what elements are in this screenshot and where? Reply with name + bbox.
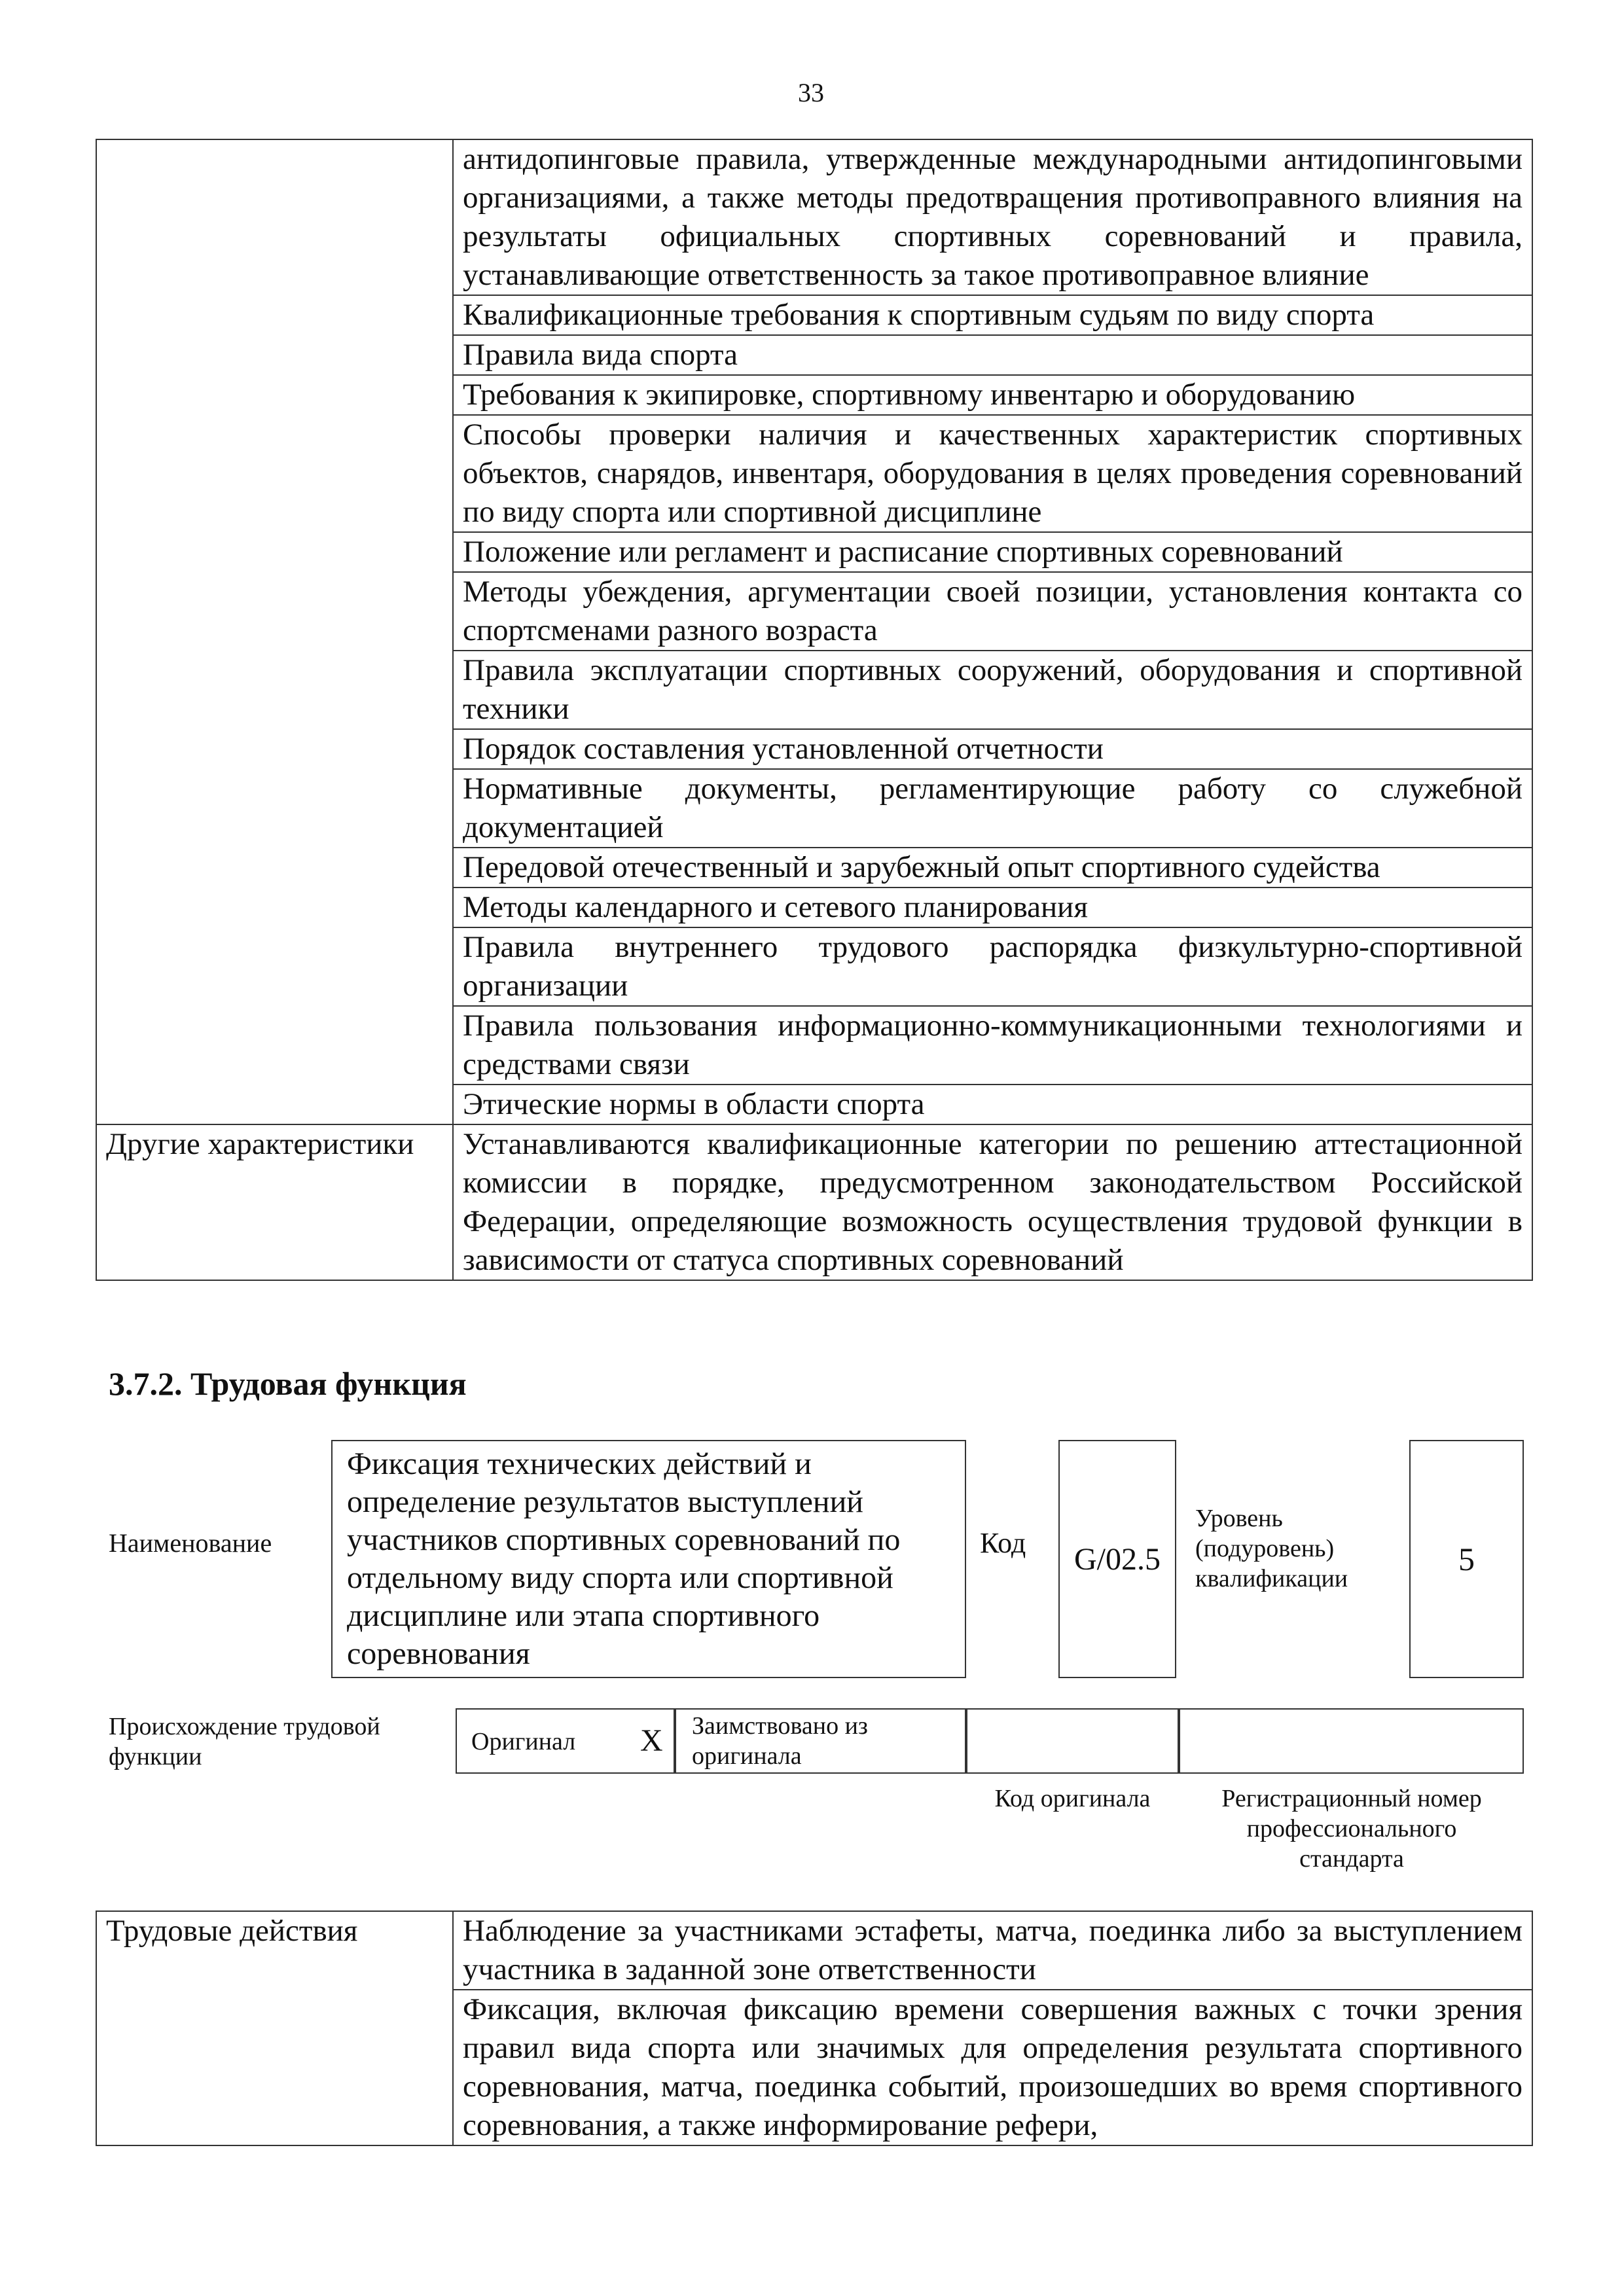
- reg-number-cell: [1179, 1708, 1524, 1774]
- name-label: Наименование: [109, 1528, 272, 1558]
- original-label: Оригинал: [471, 1728, 576, 1755]
- labor-actions-table: [96, 1910, 1533, 2146]
- labor-actions-label: Трудовые действия: [96, 1911, 453, 2145]
- reg-number-caption: Регистрационный номер профессионального стандарта: [1221, 1785, 1482, 1873]
- knowledge-item: Правила внутреннего трудового распорядка физкультурно-спортивной организации: [453, 927, 1532, 1006]
- table-row: [96, 1124, 1532, 1280]
- knowledge-item: Квалификационные требования к спортивным судьям по виду спорта: [453, 295, 1532, 335]
- knowledge-item: Правила вида спорта: [453, 335, 1532, 375]
- knowledge-item: Нормативные документы, регламентирующие работу со служебной документацией: [453, 769, 1532, 848]
- other-characteristics-text: Устанавливаются квалификационные категории по решению аттестационной комиссии в порядке, предусмотренном законодательством Российской Федерации, определяющие возможность осуществления трудовой функции в зависимости от статуса спортивных соревнований: [453, 1124, 1532, 1280]
- labor-action-item: Фиксация, включая фиксацию времени совершения важных с точки зрения правил вида спорта или значимых для определения результата спортивного соревнования, матча, поединка событий, произошедших во время спортивного соревнования, а также информирование рефери,: [453, 1990, 1532, 2145]
- table-row: [96, 1911, 1532, 1990]
- knowledge-item: Правила эксплуатации спортивных сооружений, оборудования и спортивной техники: [453, 651, 1532, 729]
- required-knowledge-label-cell: [96, 139, 453, 1124]
- function-name-value: Фиксация технических действий и определение результатов выступлений участников спортивных соревнований по отдельному виду спорта или спортивной дисциплине или этапа спортивного соревнования: [331, 1440, 966, 1678]
- knowledge-item: Порядок составления установленной отчетности: [453, 729, 1532, 769]
- knowledge-item: Методы убеждения, аргументации своей позиции, установления контакта со спортсменами разного возраста: [453, 572, 1532, 651]
- table-row: [96, 139, 1532, 295]
- knowledge-item: Положение или регламент и расписание спортивных соревнований: [453, 532, 1532, 572]
- code-original-caption: Код оригинала: [994, 1785, 1151, 1812]
- knowledge-item: Методы календарного и сетевого планирования: [453, 888, 1532, 927]
- original-mark: X: [640, 1723, 663, 1758]
- knowledge-item: Правила пользования информационно-коммуникационными технологиями и средствами связи: [453, 1006, 1532, 1085]
- original-cell: [456, 1708, 675, 1774]
- borrowed-cell: [675, 1708, 966, 1774]
- knowledge-item: антидопинговые правила, утвержденные международными антидопинговыми организациями, а также методы предотвращения противоправного влияния на результаты официальных спортивных соревнований и правила, устанавливающие ответственность за такое противоправное влияние: [453, 139, 1532, 295]
- labor-action-item: Наблюдение за участниками эстафеты, матча, поединка либо за выступлением участника в заданной зоне ответственности: [453, 1911, 1532, 1990]
- code-value: G/02.5: [1058, 1440, 1176, 1678]
- code-label: Код: [980, 1527, 1026, 1559]
- origin-label: Происхождение трудовой функции: [109, 1713, 380, 1770]
- knowledge-item: Требования к экипировке, спортивному инвентарю и оборудованию: [453, 375, 1532, 415]
- knowledge-item: Этические нормы в области спорта: [453, 1085, 1532, 1124]
- knowledge-item: Передовой отечественный и зарубежный опыт спортивного судейства: [453, 848, 1532, 888]
- knowledge-item: Способы проверки наличия и качественных характеристик спортивных объектов, снарядов, инвентаря, оборудования в целях проведения соревнований по виду спорта или спортивной дисциплине: [453, 415, 1532, 532]
- section-heading: 3.7.2. Трудовая функция: [109, 1365, 467, 1402]
- level-value: 5: [1409, 1440, 1524, 1678]
- borrowed-label: Заимствовано из оригинала: [692, 1712, 868, 1770]
- level-label: Уровень (подуровень) квалификации: [1195, 1505, 1348, 1592]
- required-knowledge-table: [96, 139, 1533, 1281]
- code-original-cell: [966, 1708, 1179, 1774]
- other-characteristics-label: Другие характеристики: [96, 1124, 453, 1280]
- page-number: 33: [798, 78, 824, 107]
